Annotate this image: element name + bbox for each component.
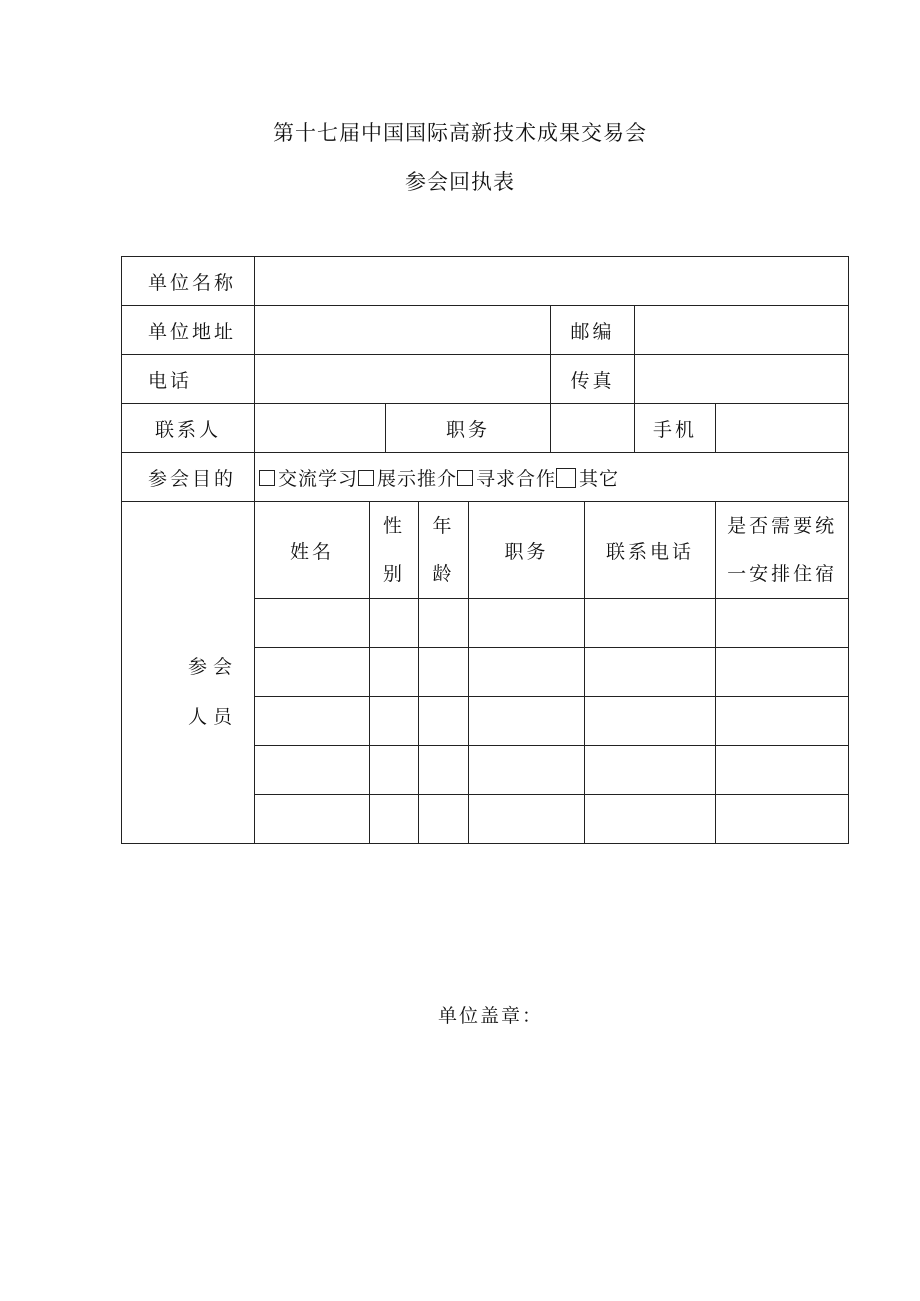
contact-label: 联系人 — [122, 404, 255, 453]
purpose-option-other: 其它 — [579, 467, 620, 490]
col-lodging-header-line2: 一安排住宿 — [727, 563, 838, 585]
purpose-options — [255, 453, 849, 502]
registration-form — [121, 256, 849, 844]
attendee-phone-cell[interactable] — [585, 648, 716, 697]
contact-position-label: 职务 — [386, 404, 551, 453]
attendee-lodging-cell[interactable] — [716, 697, 849, 746]
col-lodging-header — [716, 502, 849, 599]
purpose-checkbox-other[interactable] — [556, 468, 576, 488]
attendee-gender-cell[interactable] — [370, 795, 419, 844]
col-gender-header-line1: 性 — [382, 515, 405, 537]
form-subtitle: 参会回执表 — [405, 170, 515, 194]
attendee-gender-cell[interactable] — [370, 599, 419, 648]
attendee-phone-cell[interactable] — [585, 599, 716, 648]
contact-field[interactable] — [255, 404, 386, 453]
purpose-checkbox-cooperation[interactable] — [457, 470, 473, 486]
purpose-option-exchange: 交流学习 — [278, 467, 359, 490]
attendee-age-cell[interactable] — [419, 795, 469, 844]
attendee-position-cell[interactable] — [469, 746, 585, 795]
purpose-checkbox-exchange[interactable] — [259, 470, 275, 486]
attendee-lodging-cell[interactable] — [716, 746, 849, 795]
col-lodging-header-line1: 是否需要统 — [727, 515, 838, 537]
attendee-phone-cell[interactable] — [585, 795, 716, 844]
attendee-lodging-cell[interactable] — [716, 795, 849, 844]
col-age-header-line2: 龄 — [432, 563, 455, 585]
col-age-header-line1: 年 — [432, 515, 455, 537]
col-name-header: 姓名 — [255, 502, 370, 599]
fax-field[interactable] — [635, 355, 849, 404]
attendee-name-cell[interactable] — [255, 795, 370, 844]
form-title: 第十七届中国国际高新技术成果交易会 — [273, 121, 647, 145]
unit-seal-label: 单位盖章： — [438, 1005, 544, 1027]
col-gender-header — [370, 502, 419, 599]
purpose-option-showcase: 展示推介 — [377, 467, 458, 490]
attendee-name-cell[interactable] — [255, 746, 370, 795]
attendees-label: 参会人员 — [122, 502, 255, 844]
attendee-age-cell[interactable] — [419, 697, 469, 746]
attendee-position-cell[interactable] — [469, 697, 585, 746]
contact-position-field[interactable] — [551, 404, 635, 453]
phone-label: 电话 — [122, 355, 255, 404]
attendee-age-cell[interactable] — [419, 599, 469, 648]
purpose-label: 参会目的 — [122, 453, 255, 502]
unit-name-field[interactable] — [255, 257, 849, 306]
mobile-label: 手机 — [635, 404, 716, 453]
phone-field[interactable] — [255, 355, 551, 404]
col-position-header: 职务 — [469, 502, 585, 599]
col-phone-header: 联系电话 — [585, 502, 716, 599]
col-age-header — [419, 502, 469, 599]
attendee-phone-cell[interactable] — [585, 746, 716, 795]
attendee-gender-cell[interactable] — [370, 648, 419, 697]
attendee-age-cell[interactable] — [419, 746, 469, 795]
attendee-phone-cell[interactable] — [585, 697, 716, 746]
purpose-checkbox-showcase[interactable] — [358, 470, 374, 486]
attendee-gender-cell[interactable] — [370, 746, 419, 795]
col-gender-header-line2: 别 — [382, 563, 405, 585]
attendee-position-cell[interactable] — [469, 648, 585, 697]
purpose-option-cooperation: 寻求合作 — [476, 467, 557, 490]
mobile-field[interactable] — [716, 404, 849, 453]
attendee-lodging-cell[interactable] — [716, 599, 849, 648]
attendee-name-cell[interactable] — [255, 599, 370, 648]
postcode-field[interactable] — [635, 306, 849, 355]
attendee-lodging-cell[interactable] — [716, 648, 849, 697]
attendee-position-cell[interactable] — [469, 599, 585, 648]
unit-address-field[interactable] — [255, 306, 551, 355]
attendee-age-cell[interactable] — [419, 648, 469, 697]
attendee-name-cell[interactable] — [255, 697, 370, 746]
attendee-gender-cell[interactable] — [370, 697, 419, 746]
unit-address-label: 单位地址 — [122, 306, 255, 355]
fax-label: 传真 — [551, 355, 635, 404]
attendee-name-cell[interactable] — [255, 648, 370, 697]
postcode-label: 邮编 — [551, 306, 635, 355]
attendee-position-cell[interactable] — [469, 795, 585, 844]
unit-name-label: 单位名称 — [122, 257, 255, 306]
